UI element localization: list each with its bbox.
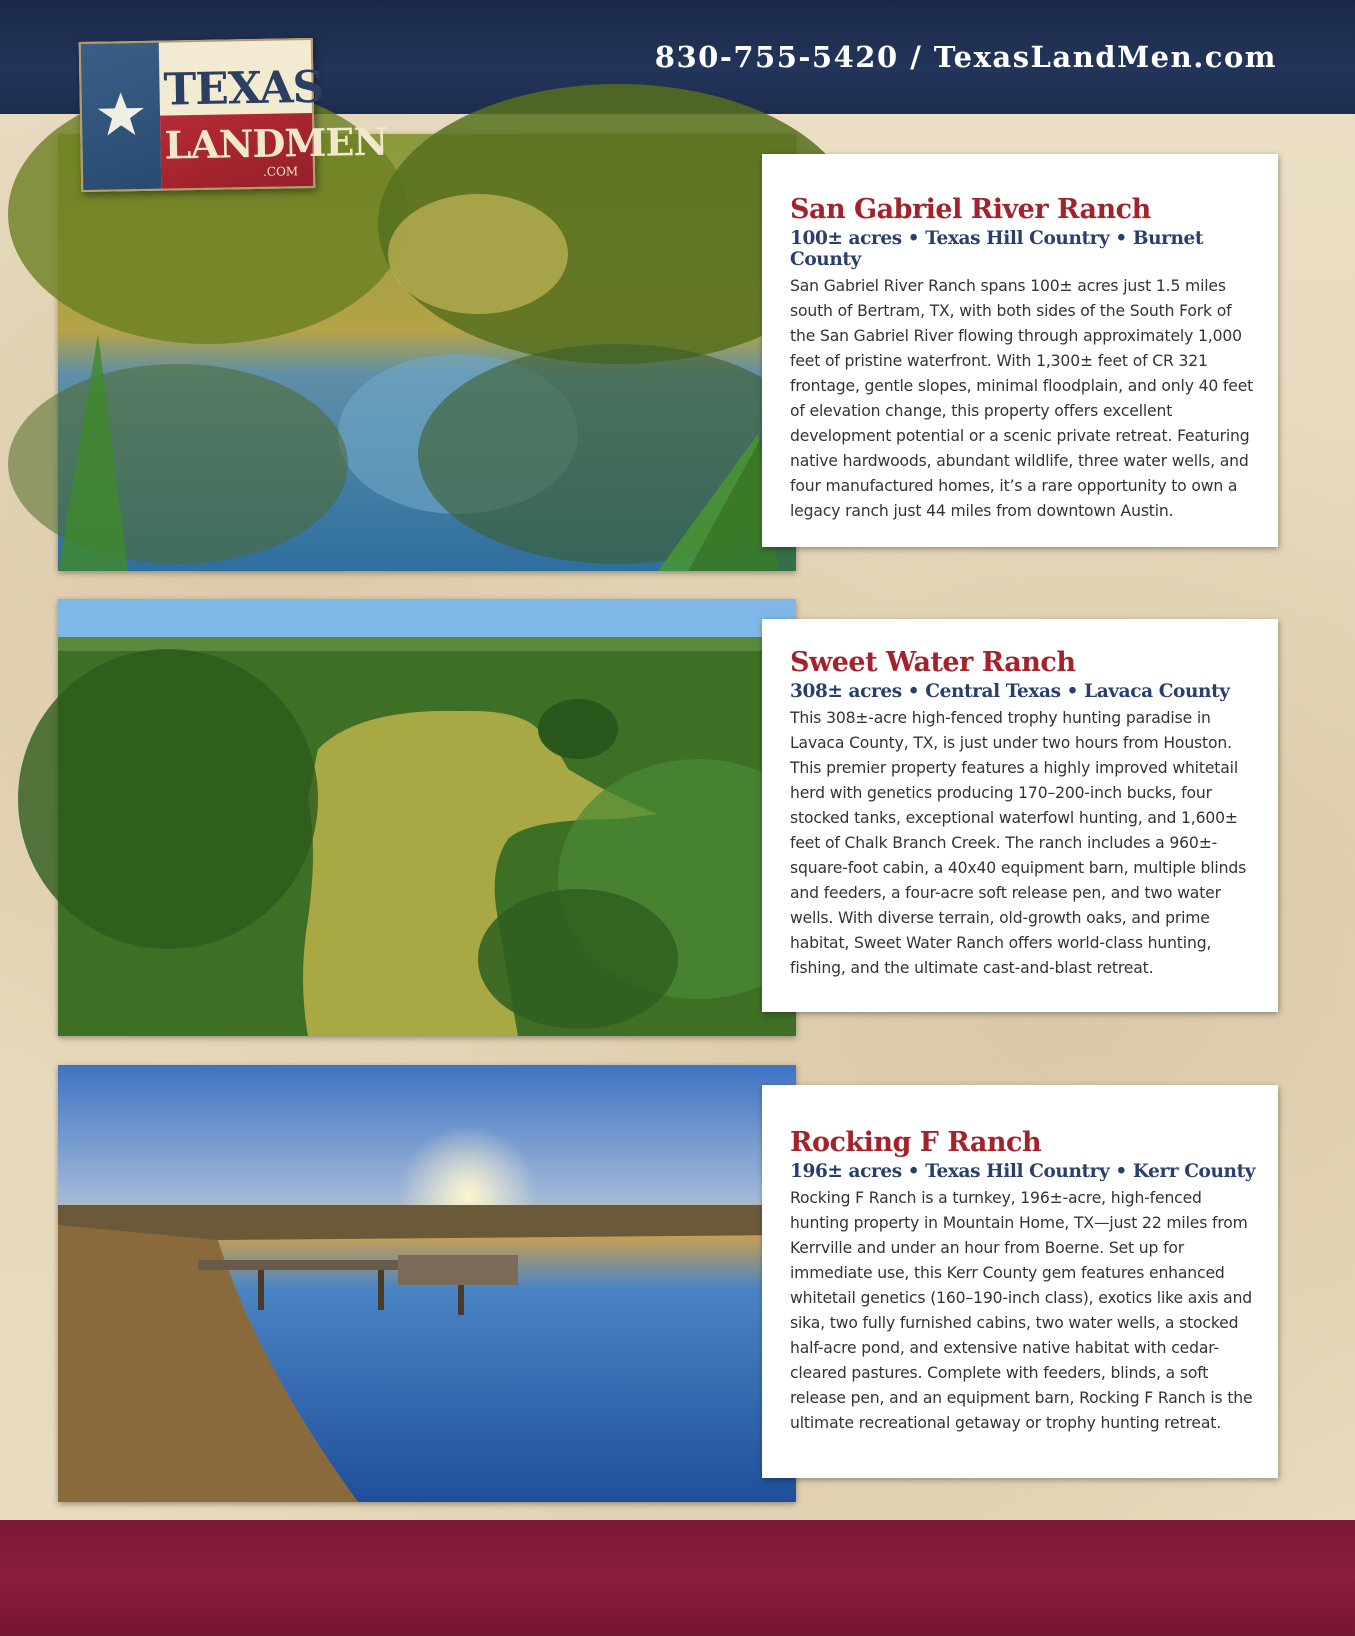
listing-card-san-gabriel (762, 154, 1278, 547)
footer-band (0, 1520, 1355, 1636)
listing-description: San Gabriel River Ranch spans 100± acres just 1.5 miles south of Bertram, TX, with both sides of the South Fork of the San Gabriel River flowing through approximately 1,000 feet of pristine waterfront. With 1,300± feet of CR 321 frontage, gentle slopes, minimal floodplain, and only 40 feet of elevation change, this property offers excellent development potential or a scenic private retreat. Featuring native hardwoods, abundant wildlife, three water wells, and four manufactured homes, it’s a rare opportunity to own a legacy ranch just 44 miles from downtown Austin. (790, 277, 1254, 521)
star-icon (96, 89, 147, 140)
listing-description: Rocking F Ranch is a turnkey, 196±-acre, high-fenced hunting property in Mountain Home, TX—just 22 miles from Kerrville and under an hour from Boerne. Set up for immediate use, this Kerr County gem features enhanced whitetail genetics (160–190-inch class), exotics like axis and sika, two fully furnished cabins, two water wells, a stocked half-acre pond, and extensive native habitat with cedar-cleared pastures. Complete with feeders, blinds, a soft release pen, and an equipment barn, Rocking F Ranch is the ultimate recreational getaway or trophy hunting retreat. (790, 1189, 1253, 1433)
logo-text-line2: LANDMEN (164, 118, 388, 168)
contact-info[interactable]: 830-755-5420 / TexasLandMen.com (654, 40, 1277, 74)
listing-card-rocking-f (762, 1085, 1278, 1478)
rocking-f-dock-photo (58, 1065, 796, 1502)
logo-text-suffix: .COM (262, 164, 299, 179)
listing-title[interactable]: Rocking F Ranch (790, 1127, 1042, 1158)
logo-text-line1: TEXAS (163, 61, 324, 116)
san-gabriel-river-photo (58, 134, 796, 571)
listing-card-sweet-water (762, 619, 1278, 1012)
listing-description: This 308±-acre high-fenced trophy hunting paradise in Lavaca County, TX, is just under two hours from Houston. This premier property features a highly improved whitetail herd with genetics producing 170–200-inch bucks, four stocked tanks, exceptional waterfowl hunting, and 1,600± feet of Chalk Branch Creek. The ranch includes a 960±-square-foot cabin, a 40x40 equipment barn, multiple blinds and feeders, a four-acre soft release pen, and two water wells. With diverse terrain, old-growth oaks, and prime habitat, Sweet Water Ranch offers world-class hunting, fishing, and the ultimate cast-and-blast retreat. (790, 709, 1247, 978)
listing-title[interactable]: Sweet Water Ranch (790, 647, 1076, 678)
listing-subtitle: 308± acres • Central Texas • Lavaca County (790, 681, 1230, 703)
listing-title[interactable]: San Gabriel River Ranch (790, 194, 1151, 225)
texas-landmen-logo[interactable] (79, 38, 388, 192)
sweet-water-pond-photo (58, 599, 796, 1036)
listing-subtitle: 196± acres • Texas Hill Country • Kerr County (790, 1161, 1256, 1183)
listing-subtitle: 100± acres • Texas Hill Country • Burnet County (790, 228, 1204, 271)
